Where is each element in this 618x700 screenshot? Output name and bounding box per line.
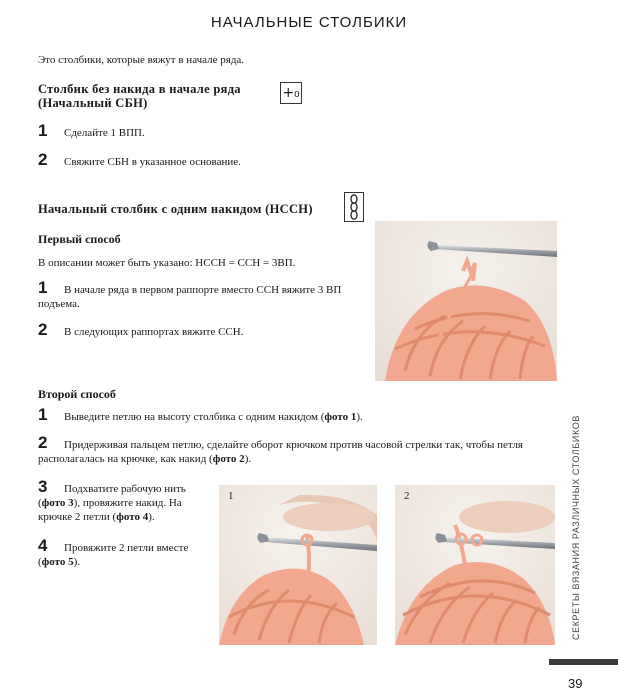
s1-step2-num: 2 [38,150,48,169]
side-caption: СЕКРЕТЫ ВЯЗАНИЯ РАЗЛИЧНЫХ СТОЛБИКОВ [571,415,581,640]
m2-step1-post: ). [356,411,363,423]
m1-step2-text: В следующих раппортах вяжите ССН. [64,326,244,338]
m2-step4-num: 4 [38,536,48,555]
section1-title [38,82,241,110]
page-title: НАЧАЛЬНЫЕ СТОЛБИКИ [210,14,408,31]
s1-step1-text: Сделайте 1 ВПП. [64,127,145,139]
m2-step4-ref: фото 5 [41,556,74,568]
m2-step4-line2 [38,555,80,569]
section1-title-line2: (Начальный СБН) [38,96,148,110]
m2-step3-line2 [38,496,182,510]
m2-step3-line1: Подхватите рабочую нить [64,483,186,495]
m2-step2-line2 [38,452,251,466]
m2-step1-pre: Выведите петлю на высоту столбика с одним накидом ( [64,411,325,423]
page-number: 39 [568,676,583,691]
s1-step2-text: Свяжите СБН в указанное основание. [64,156,241,168]
m2-step3-l3-pre: крючке 2 петли ( [38,511,117,523]
section2-title: Начальный столбик с одним накидом (НССН) [38,202,313,216]
m2-step3-line3 [38,510,155,524]
m2-step4-line1: Провяжите 2 петли вместе [64,542,189,554]
photo-starting-dc [375,221,557,381]
m2-step3-num: 3 [38,477,48,496]
m2-step3-l2-pre: ( [38,497,42,509]
photo-1-label: 1 [228,490,234,502]
m2-step1-num: 1 [38,405,48,424]
m1-step1-num: 1 [38,278,48,297]
method1-note: В описании может быть указано: НССН = ССН = 3ВП. [38,257,296,269]
section1-title-line1: Столбик без накида в начале ряда [38,82,241,96]
m2-step2-post: ). [244,453,252,465]
m2-step3-l3-post: ). [148,511,155,523]
m1-step1-line2: подъема. [38,298,80,310]
m2-step2-line1: Придерживая пальцем петлю, сделайте оборот крючком против часовой стрелки так, чтобы петля [64,439,523,451]
method2-title: Второй способ [38,387,116,401]
page-bar [549,659,618,665]
dc-symbol-icon [344,192,364,222]
m2-step2-num: 2 [38,433,48,452]
photo-2 [395,485,555,645]
m2-step3-l2-post: ), провяжите накид. На [73,497,182,509]
s1-step1-num: 1 [38,121,48,140]
sc-symbol-icon: +₀ [280,82,302,104]
photo-1 [219,485,377,645]
m1-step2-num: 2 [38,320,48,339]
m2-step3-ref1: фото 3 [41,497,74,509]
m2-step1-text [64,410,363,424]
chain-symbol-icon [345,193,363,221]
m2-step2-ref: фото 2 [212,453,245,465]
m2-step3-ref2: фото 4 [116,511,149,523]
m2-step4-l2-pre: ( [38,556,42,568]
method1-title: Первый способ [38,232,121,246]
m1-step1-line1: В начале ряда в первом раппорте вместо ССН вяжите 3 ВП [64,284,342,296]
intro-text: Это столбики, которые вяжут в начале ряда. [38,54,245,66]
m2-step2-pre: располагалась на крючке, как накид ( [38,453,213,465]
photo-2-label: 2 [404,490,410,502]
m2-step4-l2-post: ). [73,556,81,568]
m2-step1-ref: фото 1 [324,411,357,423]
